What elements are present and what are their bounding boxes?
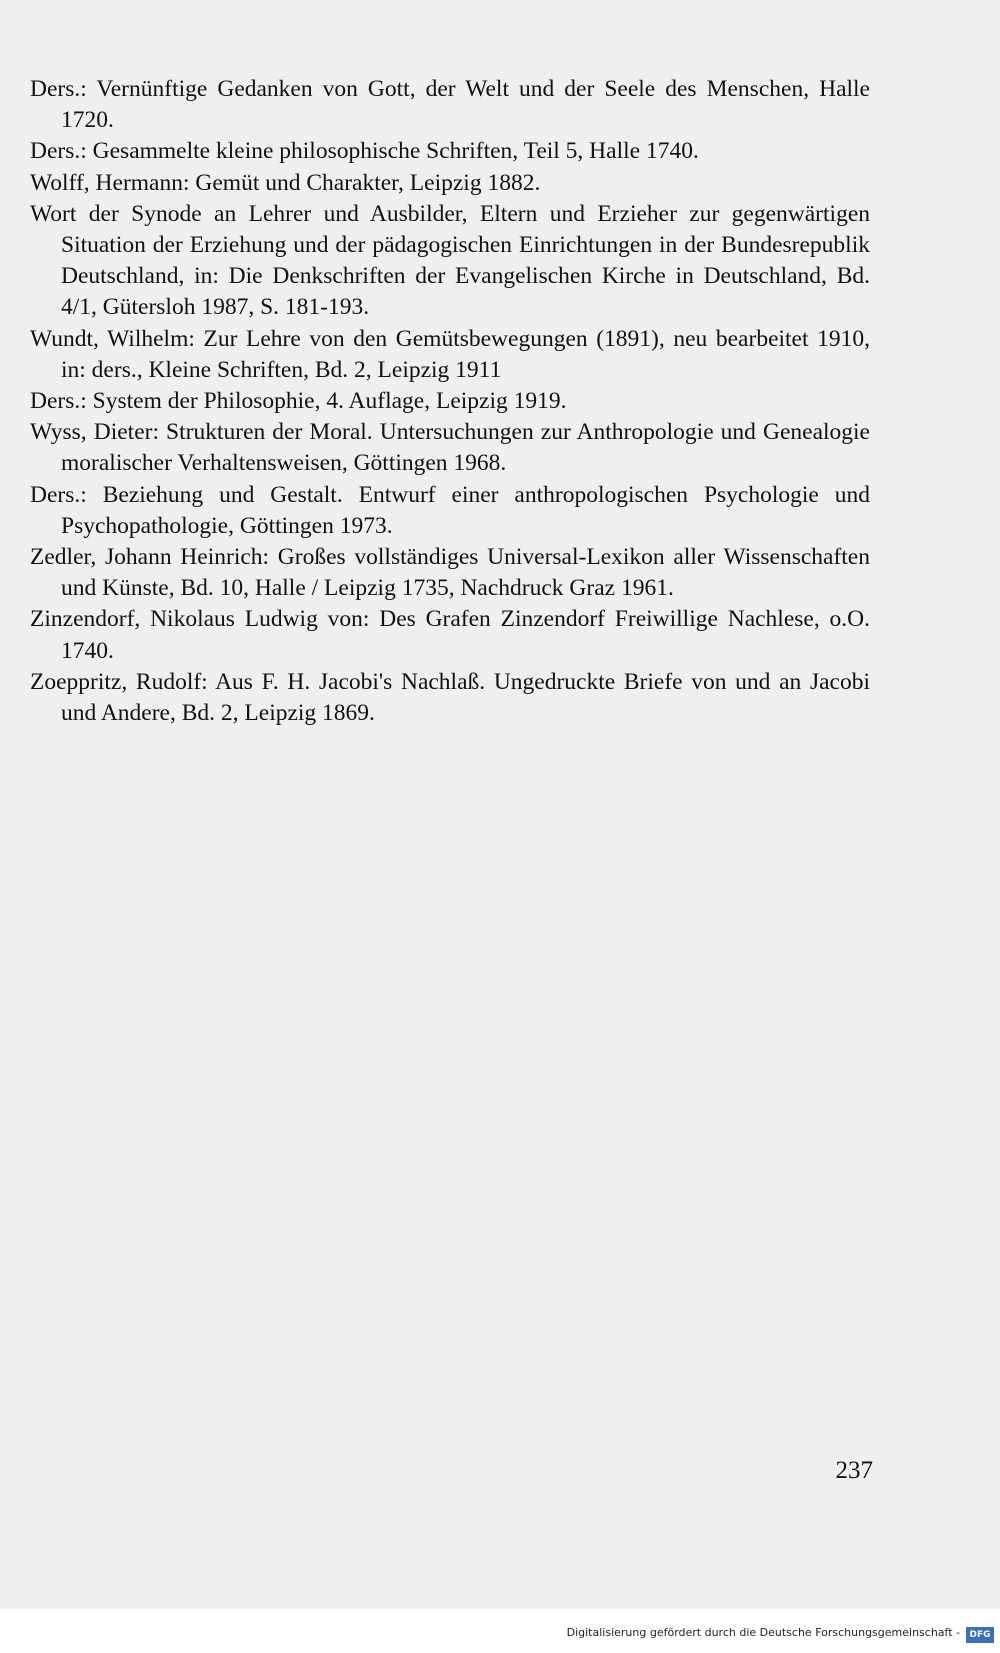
bibliography-entry: Ders.: Beziehung und Gestalt. Entwurf einer anthropologischen Psychologie und Psychopathologie, Göttingen 1973. [30,481,870,539]
bibliography-list [30,74,870,729]
page-number: 237 [835,1457,873,1484]
footer-bar [0,1609,1000,1653]
bibliography-entry: Zoeppritz, Rudolf: Aus F. H. Jacobi's Nachlaß. Ungedruckte Briefe von und an Jacobi und Andere, Bd. 2, Leipzig 1869. [30,668,870,727]
bibliography-entry: Ders.: Vernünftige Gedanken von Gott, der Welt und der Seele des Menschen, Halle 1720. [30,76,870,134]
bibliography-entry: Wyss, Dieter: Strukturen der Moral. Untersuchungen zur Anthropologie und Genealogie moralischer Verhaltensweisen, Göttingen 1968. [30,419,870,477]
bibliography-entry: Wolff, Hermann: Gemüt und Charakter, Leipzig 1882. [30,169,541,196]
bibliography-entry: Ders.: System der Philosophie, 4. Auflage, Leipzig 1919. [30,388,567,415]
funding-note: Digitalisierung gefördert durch die Deutsche Forschungsgemeinschaft - [566,1626,960,1639]
dfg-logo-icon: DFG [966,1627,994,1643]
bibliography-entry: Wort der Synode an Lehrer und Ausbilder, Eltern und Erzieher zur gegenwärtigen Situation der Erziehung und der pädagogischen Einrichtungen in der Bundesrepublik Deutschland, in: Die Denkschriften der Evangelischen Kirche in Deutschland, Bd. 4/1, Gütersloh 1987, S. 181-193. [30,200,870,321]
bibliography-entry: Zinzendorf, Nikolaus Ludwig von: Des Grafen Zinzendorf Freiwillige Nachlese, o.O. 1740. [30,606,870,664]
bibliography-entry: Ders.: Gesammelte kleine philosophische Schriften, Teil 5, Halle 1740. [30,138,699,165]
bibliography-entry: Zedler, Johann Heinrich: Großes vollständiges Universal-Lexikon aller Wissenschaften und Künste, Bd. 10, Halle / Leipzig 1735, Nachdruck Graz 1961. [30,544,870,602]
bibliography-entry: Wundt, Wilhelm: Zur Lehre von den Gemütsbewegungen (1891), neu bearbeitet 1910, in: ders., Kleine Schriften, Bd. 2, Leipzig 1911 [30,325,870,383]
